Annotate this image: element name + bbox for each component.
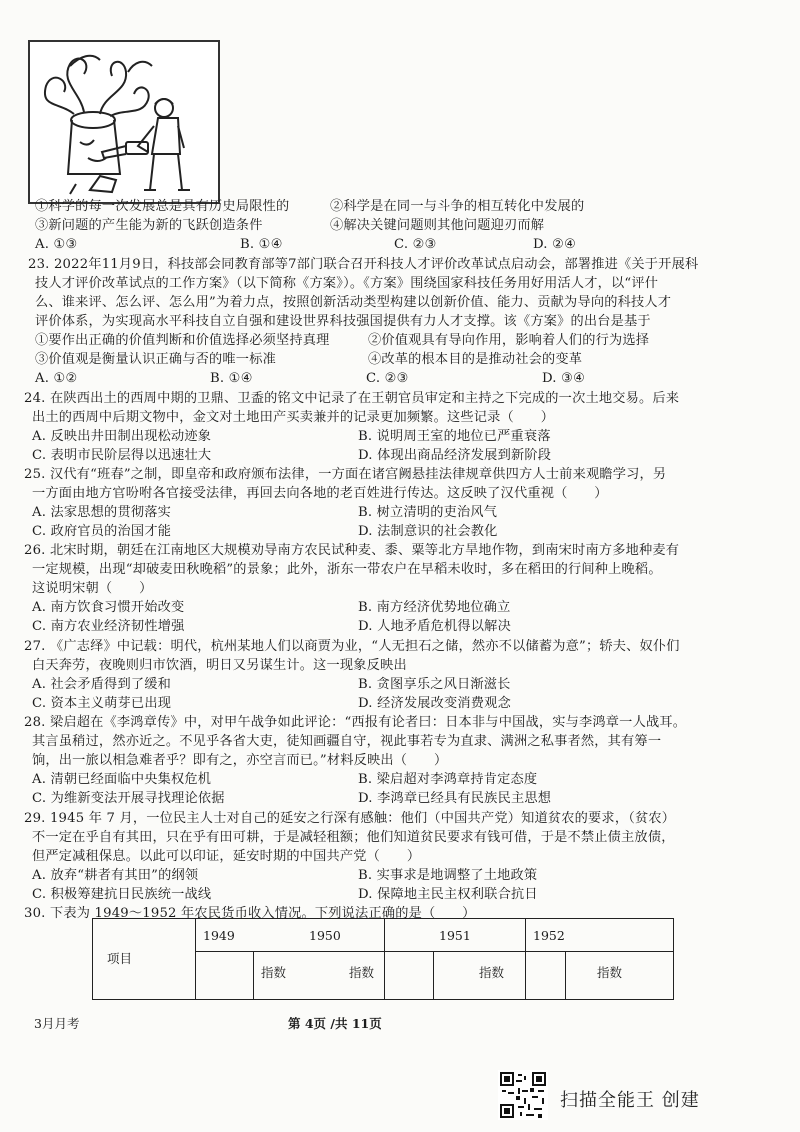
table-col-divider <box>525 919 526 999</box>
q22-option-4: ④解决关键问题则其他问题迎刃而解 <box>330 218 545 233</box>
q27-choice-c: C. 资本主义萌芽已出现 <box>32 696 172 711</box>
q22-option-1: ①科学的每一次发展总是具有历史局限性的 <box>35 199 290 214</box>
q26-choice-d: D. 人地矛盾危机得以解决 <box>358 619 511 634</box>
q29-stem-line3: 但严定减租保息。以此可以印证，延安时期的中国共产党（ ） <box>32 849 421 864</box>
q25-stem-line1: 25. 汉代有“班春”之制，即皇帝和政府颁布法律，一方面在诸宫阙悬挂法律规章供四方人士前来观瞻学习，另 <box>24 467 667 482</box>
q23-choice-c: C. ②③ <box>366 371 409 386</box>
q29-stem-line1: 29. 1945 年 7 月，一位民主人士对自己的延安之行深有感触：他们（中国共产党）知道贫农的要求，（贫农） <box>24 811 676 826</box>
index-1950: 指数 <box>349 965 375 980</box>
q25-choice-d: D. 法制意识的社会教化 <box>358 524 498 539</box>
q29-choice-d: D. 保障地主民主权利联合抗日 <box>358 887 538 902</box>
q28-choice-a: A. 清朝已经面临中央集权危机 <box>32 772 212 787</box>
year-1951: 1951 <box>439 928 471 943</box>
q28-stem-line2: 其言虽稍过，然亦近之。不见乎各省大吏，徒知画疆自守，视此事若专为直隶、满洲之私事者然，其有筹一 <box>32 734 662 749</box>
scanner-watermark: 扫描全能王 创建 <box>560 1090 700 1111</box>
qr-code-icon <box>498 1070 548 1120</box>
q25-choice-a: A. 法家思想的贯彻落实 <box>32 505 171 520</box>
q26-choice-c: C. 南方农业经济韧性增强 <box>32 619 185 634</box>
q27-choice-d: D. 经济发展改变消费观念 <box>358 696 511 711</box>
q23-option-1: ①要作出正确的价值判断和价值选择必须坚持真理 <box>35 333 330 348</box>
q22-option-3: ③新问题的产生能为新的飞跃创造条件 <box>35 218 263 233</box>
chainsaw-cartoon-image <box>28 40 220 204</box>
year-1950: 1950 <box>309 928 341 943</box>
table-subcol-divider <box>253 951 254 999</box>
q23-choice-b: B. ①④ <box>210 371 253 386</box>
q23-option-2: ②价值观具有导向作用，影响着人们的行为选择 <box>368 333 650 348</box>
q22-choice-b: B. ①④ <box>240 237 283 252</box>
year-1952: 1952 <box>533 928 565 943</box>
q28-choice-b: B. 梁启超对李鸿章持肯定态度 <box>358 772 538 787</box>
q27-choice-a: A. 社会矛盾得到了缓和 <box>32 677 171 692</box>
q26-choice-a: A. 南方饮食习惯开始改变 <box>32 600 185 615</box>
q29-choice-c: C. 积极筹建抗日民族统一战线 <box>32 887 212 902</box>
q27-stem-line1: 27. 《广志绎》中记载：明代，杭州某地人们以商贾为业，“人无担石之储，然亦不以储蓄为意”；轿夫、奴仆们 <box>24 639 680 654</box>
q27-choice-b: B. 贪图享乐之风日渐滋长 <box>358 677 511 692</box>
income-table <box>92 918 674 1000</box>
q23-stem-line3: 么、谁来评、怎么评、怎么用”为着力点，按照创新活动类型构建以创新价值、能力、贡献为导向的科技人才 <box>35 295 672 310</box>
q24-choice-c: C. 表明市民阶层得以迅速壮大 <box>32 448 212 463</box>
q22-choice-d: D. ②④ <box>533 237 577 252</box>
q24-choice-b: B. 说明周王室的地位已严重衰落 <box>358 429 551 444</box>
index-1952: 指数 <box>597 965 623 980</box>
table-header-label: 项目 <box>107 951 133 966</box>
index-1949: 指数 <box>261 965 287 980</box>
table-row-divider <box>195 951 673 952</box>
q26-stem-line3: 这说明宋朝（ ） <box>32 581 153 596</box>
q26-stem-line2: 一定规模，出现“却破麦田秋晚稻”的景象；此外，浙东一带农户在早稻未收时，多在稻田的行间种上晚稻。 <box>32 562 662 577</box>
q29-stem-line2: 不一定在乎自有其田，只在乎有田可耕，于是减轻租额；他们知道贫民要求有钱可借，于是不禁止债主放债， <box>32 830 675 845</box>
table-col-divider <box>384 919 385 999</box>
q22-choice-a: A. ①③ <box>35 237 78 252</box>
table-header-cell <box>93 919 196 999</box>
q25-stem-line2: 一方面由地方官吩咐各官接受法律，再回去向各地的老百姓进行传达。这反映了汉代重视（ ） <box>32 486 608 501</box>
q26-choice-b: B. 南方经济优势地位确立 <box>358 600 511 615</box>
footer-exam-name: 3月月考 <box>34 1016 80 1031</box>
q27-stem-line2: 白天奔劳，夜晚则归市饮酒，明日又另谋生计。这一现象反映出 <box>32 658 407 673</box>
q23-choice-d: D. ③④ <box>542 371 586 386</box>
q23-stem-line1: 23. 2022年11月9日，科技部会同教育部等7部门联合召开科技人才评价改革试点启动会，部署推进《关于开展科 <box>28 257 699 272</box>
q23-stem-line4: 评价体系，为实现高水平科技自立自强和建设世界科技强国提供有力人才支撑。该《方案》的出台是基于 <box>35 314 651 329</box>
q23-option-4: ④改革的根本目的是推动社会的变革 <box>368 352 583 367</box>
q22-option-2: ②科学是在同一与斗争的相互转化中发展的 <box>330 199 585 214</box>
footer-page-number: 第 4页 /共 11页 <box>288 1016 382 1031</box>
q24-choice-a: A. 反映出井田制出现松动迹象 <box>32 429 212 444</box>
q26-stem-line1: 26. 北宋时期，朝廷在江南地区大规模劝导南方农民试种麦、黍、粟等北方旱地作物，到南宋时南方多地种麦有 <box>24 543 680 558</box>
q25-choice-c: C. 政府官员的治国才能 <box>32 524 172 539</box>
table-subcol-divider <box>433 951 434 999</box>
q24-choice-d: D. 体现出商品经济发展到新阶段 <box>358 448 552 463</box>
q24-stem-line2: 出土的西周中后期文物中，金文对土地田产买卖兼并的记录更加频繁。这些记录（ ） <box>32 410 555 425</box>
q28-stem-line3: 饷，出一旅以相急难者乎？即有之，亦空言而已。”材料反映出（ ） <box>32 753 448 768</box>
q29-choice-a: A. 放弃“耕者有其田”的纲领 <box>32 868 199 883</box>
q30-stem-line1: 30. 下表为 1949～1952 年农民货币收入情况。下列说法正确的是（ ） <box>24 906 476 921</box>
q23-option-3: ③价值观是衡量认识正确与否的唯一标准 <box>35 352 276 367</box>
q29-choice-b: B. 实事求是地调整了土地政策 <box>358 868 538 883</box>
q25-choice-b: B. 树立清明的吏治风气 <box>358 505 498 520</box>
q28-choice-d: D. 李鸿章已经具有民族民主思想 <box>358 791 552 806</box>
q23-stem-line2: 技人才评价改革试点的工作方案》（以下简称《方案》）。《方案》围绕国家科技任务用好用活人才，以“评什 <box>35 276 659 291</box>
index-1951: 指数 <box>479 965 505 980</box>
q28-choice-c: C. 为维新变法开展寻找理论依据 <box>32 791 225 806</box>
table-subcol-divider <box>565 951 566 999</box>
q22-choice-c: C. ②③ <box>394 237 437 252</box>
q23-choice-a: A. ①② <box>35 371 78 386</box>
year-1949: 1949 <box>203 928 235 943</box>
q28-stem-line1: 28. 梁启超在《李鸿章传》中，对甲午战争如此评论：“西报有论者曰：日本非与中国战，实与李鸿章一人战耳。 <box>24 715 687 730</box>
q24-stem-line1: 24. 在陕西出土的西周中期的卫鼎、卫盉的铭文中记录了在王朝官员审定和主持之下完成的一次土地交易。后来 <box>24 391 680 406</box>
